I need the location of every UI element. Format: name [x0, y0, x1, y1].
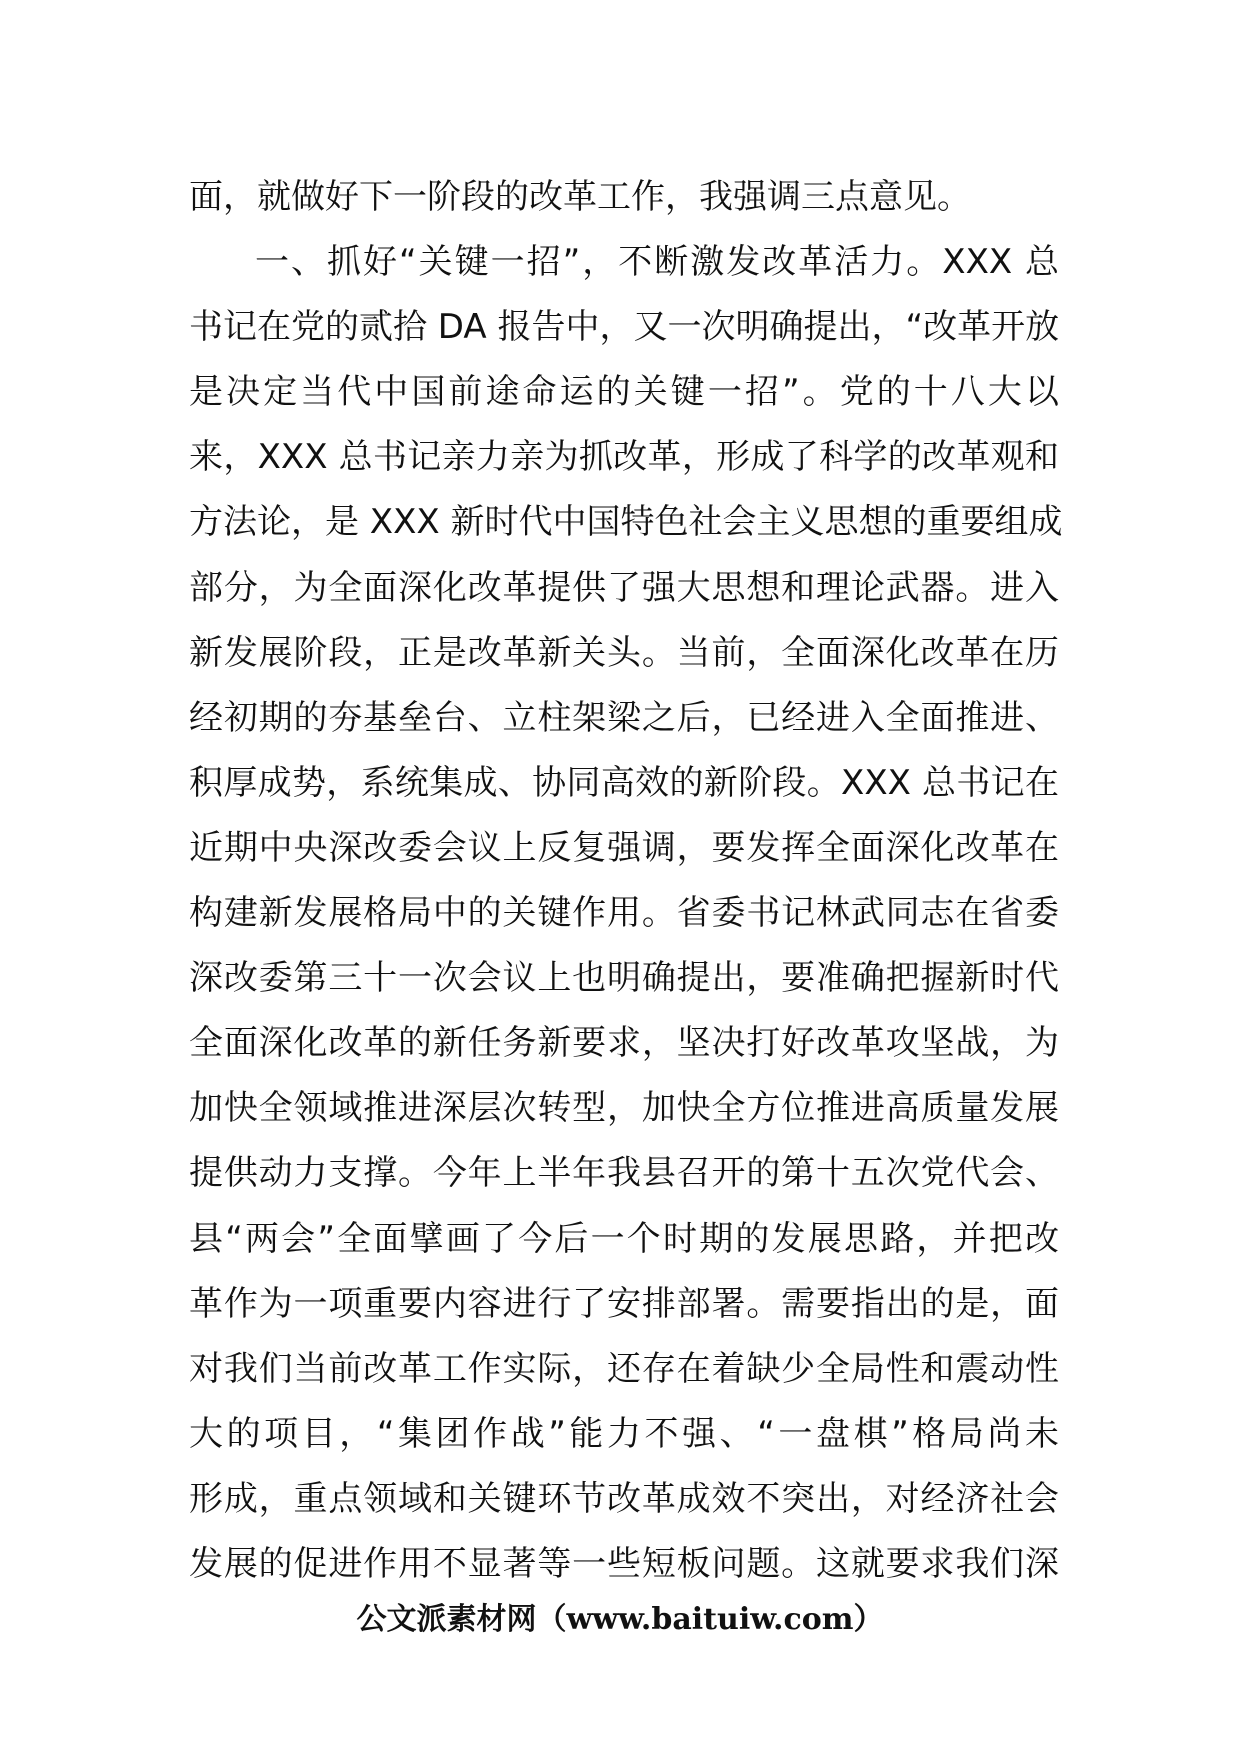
text-line: 大的项目，“集团作战”能力不强、“一盘棋”格局尚未: [189, 1413, 1059, 1454]
text-line: 是决定当代中国前途命运的关键一招”。党的十八大以: [189, 372, 1059, 413]
text-line: 提供动力支撑。今年上半年我县召开的第十五次党代会、: [189, 1153, 1059, 1194]
text-line: 革作为一项重要内容进行了安排部署。需要指出的是，面: [189, 1283, 1059, 1324]
text-line: 新发展阶段，正是改革新关头。当前，全面深化改革在历: [189, 632, 1059, 673]
text-line: 对我们当前改革工作实际，还存在着缺少全局性和震动性: [189, 1348, 1059, 1389]
text-line: 积厚成势，系统集成、协同高效的新阶段。XXX 总书记在: [189, 762, 1059, 803]
text-line: 全面深化改革的新任务新要求，坚决打好改革攻坚战，为: [189, 1023, 1059, 1064]
text-line: 构建新发展格局中的关键作用。省委书记林武同志在省委: [189, 893, 1059, 934]
text-line: 近期中央深改委会议上反复强调，要发挥全面深化改革在: [189, 827, 1059, 868]
footer-site-name: 公文派素材网: [356, 1602, 537, 1637]
text-line: 县“两会”全面擘画了今后一个时期的发展思路，并把改: [189, 1218, 1059, 1259]
text-line: 加快全领域推进深层次转型，加快全方位推进高质量发展: [189, 1088, 1059, 1129]
text-line: 书记在党的贰拾 DA 报告中，又一次明确提出，“改革开放: [189, 307, 1060, 348]
text-line: 方法论，是 XXX 新时代中国特色社会主义思想的重要组成: [189, 502, 1063, 543]
page-footer: [0, 1598, 1240, 1642]
text-line: 经初期的夯基垒台、立柱架梁之后，已经进入全面推进、: [189, 697, 1059, 738]
footer-site-url: （www.baituiw.com）: [536, 1602, 884, 1637]
text-line: 部分，为全面深化改革提供了强大思想和理论武器。进入: [189, 567, 1059, 608]
text-line: 深改委第三十一次会议上也明确提出，要准确把握新时代: [189, 958, 1059, 999]
text-line: 形成，重点领域和关键环节改革成效不突出，对经济社会: [189, 1478, 1059, 1519]
text-line: 发展的促进作用不显著等一些短板问题。这就要求我们深: [189, 1543, 1059, 1584]
document-body: [189, 165, 1063, 1597]
text-line: 来，XXX 总书记亲力亲为抓改革，形成了科学的改革观和: [189, 437, 1059, 478]
paragraph-heading-line: 一、抓好“关键一招”，不断激发改革活力。XXX 总: [255, 242, 1059, 283]
text-line: 面，就做好下一阶段的改革工作，我强调三点意见。: [189, 177, 971, 217]
